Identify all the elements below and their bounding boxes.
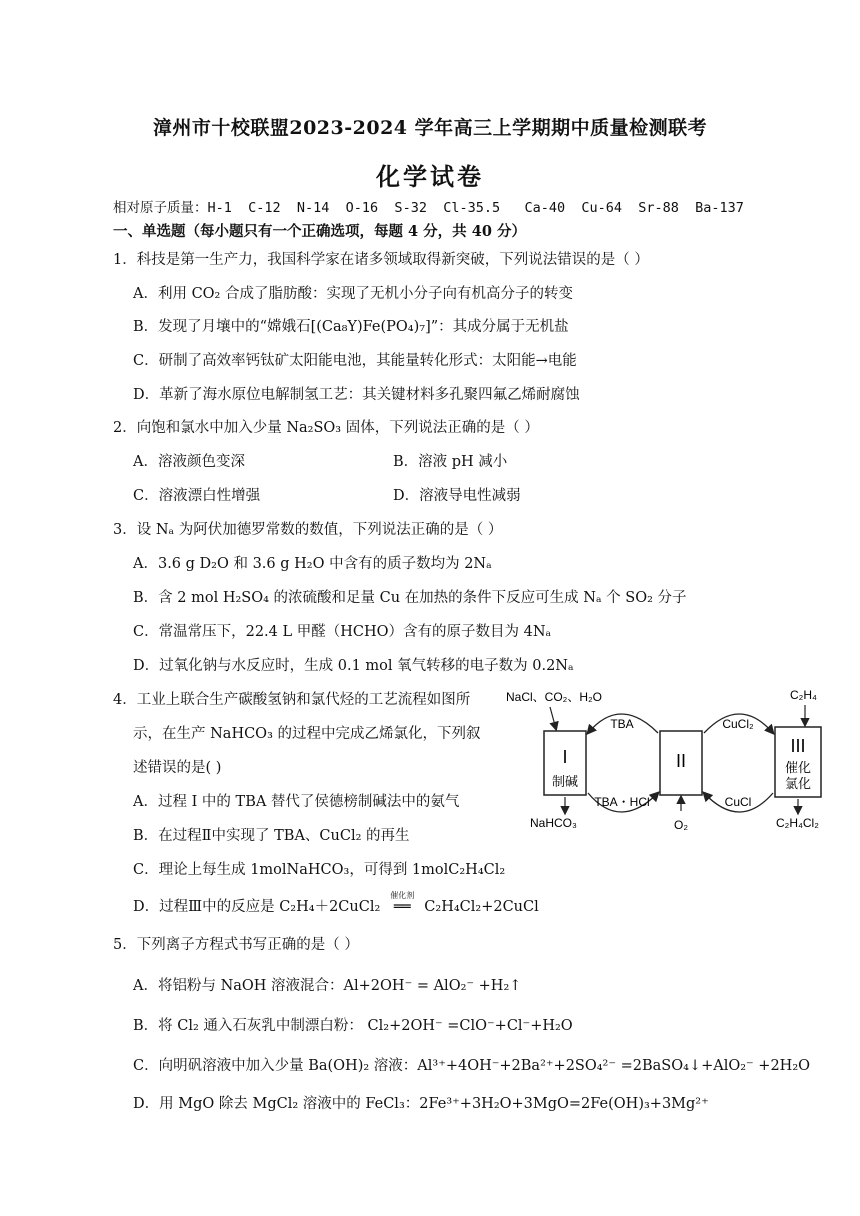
question-2-stem: 2．向饱和氯水中加入少量 Na₂SO₃ 固体，下列说法正确的是（ ）: [113, 420, 539, 436]
catalyst-arrow: [380, 891, 424, 915]
question-4-stem-line2: 示，在生产 NaHCO₃ 的过程中完成乙烯氯化，下列叙: [133, 726, 481, 742]
question-4-stem-line1: 4．工业上联合生产碳酸氢钠和氯代烃的工艺流程如图所: [113, 692, 471, 708]
exam-subtitle: 化学试卷: [376, 162, 484, 191]
question-3-option-d: D．过氧化钠与水反应时，生成 0.1 mol 氧气转移的电子数为 0.2Nₐ: [133, 658, 574, 674]
cucl-label: CuCl: [724, 795, 752, 809]
question-2-option-c: C．溶液漂白性增强: [133, 488, 261, 504]
box-1-label: 制碱: [551, 774, 579, 789]
question-1-stem: 1．科技是第一生产力，我国科学家在诸多领域取得新突破，下列说法错误的是（ ）: [113, 252, 649, 268]
output-right-label: C₂H₄Cl₂: [776, 816, 819, 830]
question-5-option-c: C．向明矾溶液中加入少量 Ba(OH)₂ 溶液：Al³⁺+4OH⁻+2Ba²⁺+2SO₄²⁻ =2BaSO₄↓+AlO₂⁻ +2H₂O: [133, 1058, 811, 1074]
catalyst-label: 催化剂: [390, 891, 415, 900]
question-5-option-a: A．将铝粉与 NaOH 溶液混合：Al+2OH⁻ = AlO₂⁻ +H₂↑: [133, 978, 522, 994]
process-flow-diagram: [500, 685, 830, 835]
box-3-label-1: 催化: [784, 760, 812, 775]
question-5-stem: 5．下列离子方程式书写正确的是（ ）: [113, 937, 359, 953]
question-2-option-a: A．溶液颜色变深: [133, 454, 245, 470]
question-1-option-a: A．利用 CO₂ 合成了脂肪酸：实现了无机小分子向有机高分子的转变: [133, 286, 573, 302]
question-3-option-a: A．3.6 g D₂O 和 3.6 g H₂O 中含有的质子数均为 2Nₐ: [133, 556, 492, 572]
question-4-stem-line3: 述错误的是( ): [133, 760, 222, 776]
equals-arrow-icon: ══: [393, 899, 411, 915]
question-4-option-c: C．理论上每生成 1molNaHCO₃，可得到 1molC₂H₄Cl₂: [133, 862, 506, 878]
input-left-label: NaCl、CO₂、H₂O: [506, 690, 602, 704]
tba-hcl-label: TBA・HCl: [594, 795, 650, 809]
question-5-option-b: B．将 Cl₂ 通入石灰乳中制漂白粉： Cl₂+2OH⁻ =ClO⁻+Cl⁻+H₂O: [133, 1018, 573, 1034]
box-1-roman: I: [562, 747, 568, 767]
box-3-label-2: 氯化: [784, 776, 812, 791]
box-2-roman: II: [675, 751, 687, 771]
question-1-option-c: C．研制了高效率钙钛矿太阳能电池，其能量转化形式：太阳能→电能: [133, 353, 577, 369]
arrow-input-left: [550, 707, 556, 729]
question-3-stem: 3．设 Nₐ 为阿伏加德罗常数的数值，下列说法正确的是（ ）: [113, 522, 503, 538]
question-4-option-d-left: D．过程Ⅲ中的反应是 C₂H₄＋2CuCl₂: [133, 899, 381, 915]
input-bottom-label: O₂: [674, 818, 688, 832]
input-right-label: C₂H₄: [790, 688, 817, 702]
box-3-roman: III: [790, 736, 806, 756]
question-4-option-d-right: C₂H₄Cl₂+2CuCl: [424, 899, 539, 915]
question-2-option-b: B．溶液 pH 减小: [393, 454, 508, 470]
question-5-option-d: D．用 MgO 除去 MgCl₂ 溶液中的 FeCl₃：2Fe³⁺+3H₂O+3MgO=2Fe(OH)₃+3Mg²⁺: [133, 1096, 709, 1112]
question-4-option-b: B．在过程Ⅱ中实现了 TBA、CuCl₂ 的再生: [133, 828, 410, 844]
tba-label: TBA: [610, 717, 634, 731]
question-4-option-d: [133, 891, 539, 916]
question-3-option-b: B．含 2 mol H₂SO₄ 的浓硫酸和足量 Cu 在加热的条件下反应可生成 Nₐ 个 SO₂ 分子: [133, 590, 687, 606]
question-3-option-c: C．常温常压下，22.4 L 甲醛（HCHO）含有的原子数目为 4Nₐ: [133, 624, 552, 640]
output-left-label: NaHCO₃: [530, 816, 577, 830]
cucl2-label: CuCl₂: [722, 717, 754, 731]
question-4-option-a: A．过程 I 中的 TBA 替代了侯德榜制碱法中的氨气: [133, 794, 460, 810]
atomic-masses: 相对原子质量：H-1 C-12 N-14 O-16 S-32 Cl-35.5 Ca-40 Cu-64 Sr-88 Ba-137: [113, 200, 744, 216]
question-2-option-d: D．溶液导电性减弱: [393, 488, 521, 504]
section-heading: 一、单选题（每小题只有一个正确选项，每题 4 分，共 40 分）: [113, 223, 526, 240]
exam-title: 漳州市十校联盟2023-2024 学年高三上学期期中质量检测联考: [152, 117, 708, 139]
question-1-option-d: D．革新了海水原位电解制氢工艺：其关键材料多孔聚四氟乙烯耐腐蚀: [133, 387, 580, 403]
question-1-option-b: B．发现了月壤中的“嫦娥石[(Ca₈Y)Fe(PO₄)₇]”：其成分属于无机盐: [133, 319, 569, 335]
